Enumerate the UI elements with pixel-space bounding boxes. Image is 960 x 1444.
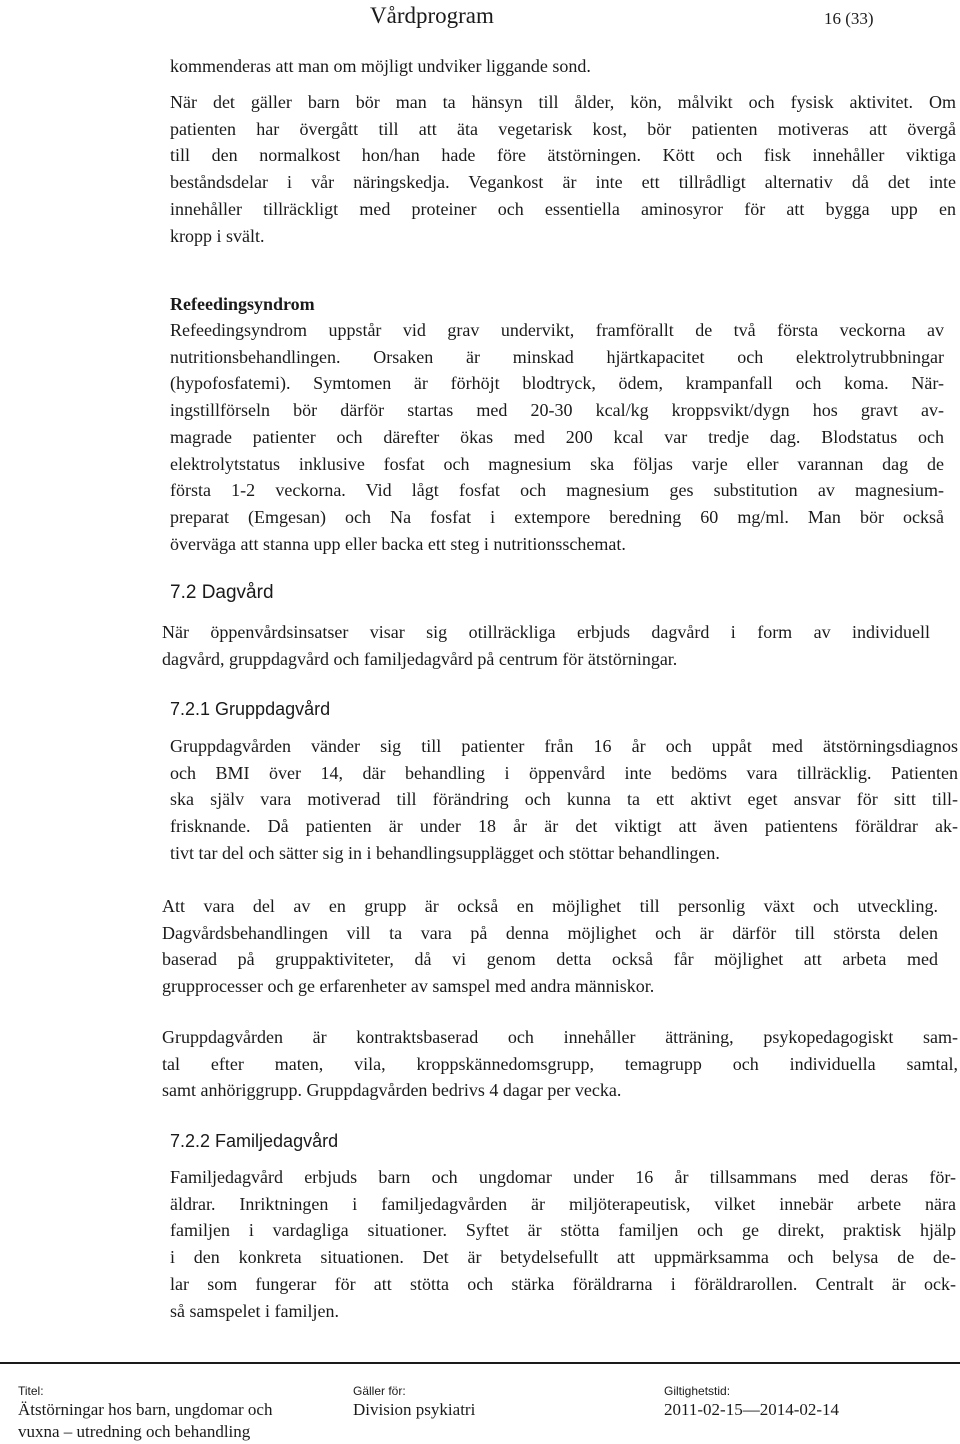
text-line: frisknande. Då patienten är under 18 år är det viktigt att även patientens föräldrar ak- <box>170 816 958 837</box>
paragraph-nutrition <box>170 89 956 249</box>
section-heading-7-2-2: 7.2.2 Familjedagvård <box>170 1131 339 1151</box>
text-line: och BMI över 14, där behandling i öppenvård inte bedöms vara tillräcklig. Patienten <box>170 762 958 783</box>
text-line: första 1-2 veckorna. Vid lågt fosfat och magnesium ges substitution av magnesium- <box>170 480 944 501</box>
footer-title-label: Titel: <box>18 1384 44 1398</box>
text-line: beståndsdelar i vår näringskedja. Vegankost är inte ett tillrådligt alternativ då det inte <box>170 172 956 193</box>
text-line: dagvård, gruppdagvård och familjedagvård på centrum för ätstörningar. <box>162 648 678 669</box>
text-line: tal efter maten, vila, kroppskännedomsgrupp, temagrupp och individuella samtal, <box>162 1053 958 1074</box>
text-line: magrade patienter och därefter ökas med 200 kcal var tredje dag. Blodstatus och <box>170 426 944 447</box>
subheading-refeeding: Refeedingsyndrom <box>170 294 315 314</box>
text-line: baserad på gruppaktiviteter, då vi genom detta också får möjlighet att arbeta med <box>162 949 938 970</box>
paragraph-group-growth <box>162 893 938 1000</box>
text-line: äldrar. Inriktningen i familjedagvården är miljöterapeutisk, vilket innebär arbete nära <box>170 1193 956 1214</box>
text-line: till den normalkost hon/han hade före ätstörningen. Kött och fisk innehåller viktiga <box>170 145 956 166</box>
page-number: 16 (33) <box>824 9 874 28</box>
text-line: Gruppdagvården är kontraktsbaserad och innehåller ätträning, psykopedagogiskt sam- <box>162 1027 958 1047</box>
text-line: preparat (Emgesan) och Na fosfat i extempore beredning 60 mg/ml. Man bör också <box>170 506 944 527</box>
text-line: (hypofosfatemi). Symtomen är förhöjt blodtryck, ödem, krampanfall och koma. När- <box>170 373 944 394</box>
text-line: överväga att stanna upp eller backa ett steg i nutritionsschemat. <box>170 533 626 554</box>
text-line: i den konkreta situationen. Det är betydelsefullt att uppmärksamma och belysa de de- <box>170 1247 956 1268</box>
footer-title-line-2: vuxna – utredning och behandling <box>18 1422 251 1441</box>
text-line: familjen i vardagliga situationer. Syftet är stötta familjen och ge direkt, praktisk hjälp <box>170 1220 956 1241</box>
footer-applies-value: Division psykiatri <box>353 1400 476 1419</box>
footer-validity-value: 2011-02-15—2014-02-14 <box>664 1400 840 1419</box>
text-line: Refeedingsyndrom uppstår vid grav undervikt, framförallt de två första veckorna av <box>170 320 944 340</box>
section-heading-7-2-1: 7.2.1 Gruppdagvård <box>170 699 331 719</box>
text-line: nutritionsbehandlingen. Orsaken är minskad hjärtkapacitet och elektrolytrubbningar <box>170 346 944 367</box>
text-line: innehåller tillräckligt med proteiner och essentiella aminosyror för att bygga upp en <box>170 198 956 219</box>
text-line: samt anhöriggrupp. Gruppdagvården bedrivs 4 dagar per vecka. <box>162 1080 622 1101</box>
text-line: grupprocesser och ge erfarenheter av samspel med andra människor. <box>162 976 655 997</box>
text-line: Att vara del av en grupp är också en möjlighet till personlig växt och utveckling. <box>162 896 938 916</box>
text-line: tivt tar del och sätter sig in i behandlingsupplägget och stöttar behandlingen. <box>170 842 720 863</box>
paragraph-familjedagvard <box>170 1164 956 1324</box>
text-line: elektrolytstatus inklusive fosfat och magnesium ska följas varje eller varannan dag de <box>170 453 944 474</box>
text-line: Gruppdagvården vänder sig till patienter från 16 år och uppåt med ätstörningsdiagnos <box>170 736 958 756</box>
text-line: När öppenvårdsinsatser visar sig otillräckliga erbjuds dagvård i form av individuell <box>162 622 930 642</box>
paragraph-group-contract <box>162 1024 958 1104</box>
paragraph-gruppdagvard <box>170 733 958 867</box>
text-line: kommenderas att man om möjligt undviker liggande sond. <box>170 56 591 76</box>
text-line: så samspelet i familjen. <box>170 1300 339 1321</box>
text-line: lar som fungerar för att stötta och stärka föräldrarna i föräldrarollen. Centralt är ock- <box>170 1273 956 1294</box>
text-line: patienten har övergått till att äta vegetarisk kost, bör patienten motiveras att övergå <box>170 118 956 139</box>
text-line: Dagvårdsbehandlingen vill ta vara på denna möjlighet och är därför till största delen <box>162 922 938 943</box>
paragraph-continuation <box>170 53 591 80</box>
footer-applies-label: Gäller för: <box>353 1384 406 1398</box>
text-line: ingstillförseln bör därför startas med 20-30 kcal/kg kroppsvikt/dygn hos gravt av- <box>170 400 944 421</box>
text-line: Familjedagvård erbjuds barn och ungdomar under 16 år tillsammans med deras för- <box>170 1167 956 1187</box>
footer-title-line-1: Ätstörningar hos barn, ungdomar och <box>18 1400 273 1419</box>
text-line: När det gäller barn bör man ta hänsyn till ålder, kön, målvikt och fysisk aktivitet. Om <box>170 92 956 112</box>
paragraph-dagvard <box>162 619 930 672</box>
text-line: kropp i svält. <box>170 225 265 246</box>
document-title: Vårdprogram <box>370 3 494 28</box>
footer-divider <box>0 1362 960 1364</box>
text-line: ska själv vara motiverad till förändring och kunna ta ett aktivt eget ansvar för sitt till- <box>170 789 958 810</box>
section-heading-7-2: 7.2 Dagvård <box>170 582 274 603</box>
paragraph-refeeding <box>170 317 944 557</box>
footer-validity-label: Giltighetstid: <box>664 1384 731 1398</box>
